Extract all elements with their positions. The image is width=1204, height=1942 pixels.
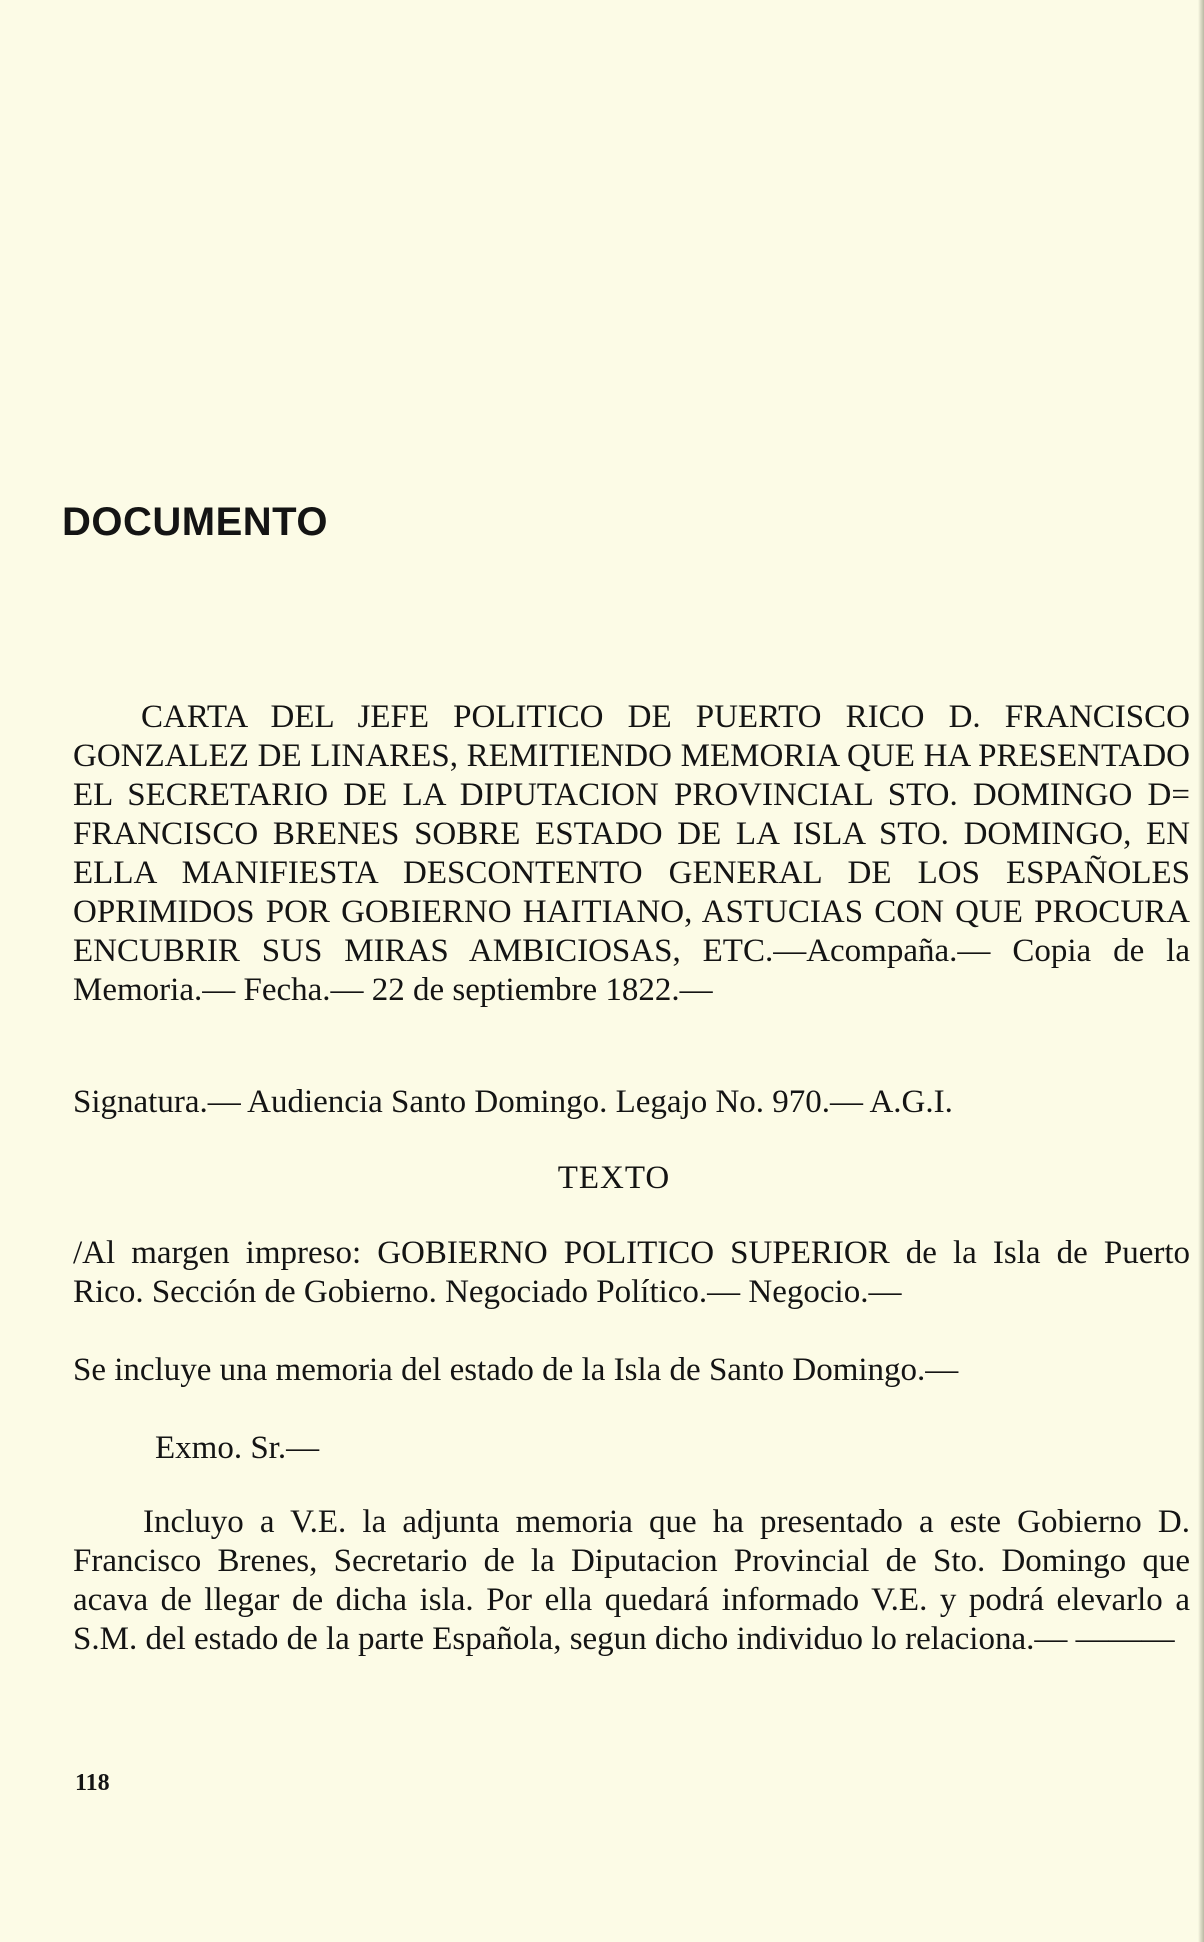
margin-note: /Al margen impreso: GOBIERNO POLITICO SUPERIOR de la Isla de Puerto Rico. Sección de Gobierno. Negociado Político.— Negocio.—: [73, 1235, 1190, 1310]
letter-body: Incluyo a V.E. la adjunta memoria que ha presentado a este Gobierno D. Francisco Brenes, Secretario de la Diputacion Provincial de Sto. Domingo que acava de llegar de dicha isla. Por ella quedará informado V.E. y podrá elevarlo a S.M. del estado de la parte Española, segun dicho individuo lo relaciona.— ———: [73, 1504, 1190, 1657]
document-summary: CARTA DEL JEFE POLITICO DE PUERTO RICO D. FRANCISCO GONZALEZ DE LINARES, REMITIENDO MEMORIA QUE HA PRESENTADO EL SECRETARIO DE LA DIPUTACION PROVINCIAL STO. DOMINGO D= FRANCISCO BRENES SOBRE ESTADO DE LA ISLA STO. DOMINGO, EN ELLA MANIFIESTA DESCONTENTO GENERAL DE LOS ESPAÑOLES OPRIMIDOS POR GOBIERNO HAITIANO, ASTUCIAS CON QUE PROCURA ENCUBRIR SUS MIRAS AMBICIOSAS, ETC.—Acompaña.— Copia de la Memoria.— Fecha.— 22 de septiembre 1822.—: [73, 699, 1190, 1008]
included-line: Se incluye una memoria del estado de la Isla de Santo Domingo.—: [73, 1352, 959, 1388]
page-edge-shadow: [1198, 0, 1204, 1942]
page-number: 118: [75, 1770, 110, 1796]
texto-heading: TEXTO: [557, 1160, 671, 1196]
document-heading: DOCUMENTO: [62, 500, 328, 544]
archive-signature: Signatura.— Audiencia Santo Domingo. Legajo No. 970.— A.G.I.: [73, 1084, 953, 1120]
salutation: Exmo. Sr.—: [155, 1430, 320, 1466]
